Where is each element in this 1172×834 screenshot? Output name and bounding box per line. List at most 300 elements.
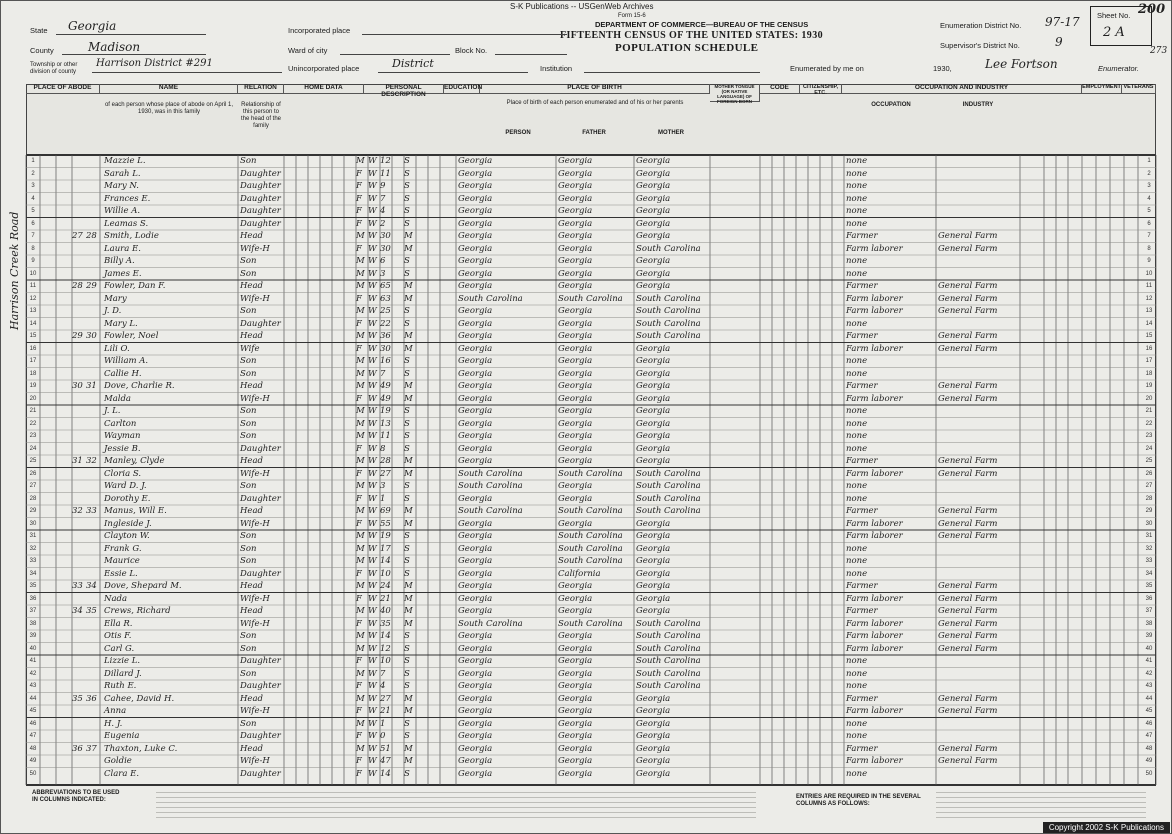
block-label: Block No. — [455, 46, 488, 55]
cell-p: Georgia — [458, 206, 493, 216]
table-row — [26, 705, 1156, 718]
population-grid — [26, 155, 1156, 785]
state-label: State — [30, 26, 48, 35]
cell-fam — [86, 343, 100, 355]
cell-name: Dove, Shepard M. — [104, 581, 182, 591]
cell-name: Ella R. — [104, 618, 133, 629]
cell-n: 9 — [31, 258, 35, 264]
cell-f: Georgia — [558, 443, 593, 454]
cell-ind: General Farm — [938, 693, 998, 704]
cell-m: South Carolina — [636, 618, 701, 629]
cell-p: South Carolina — [458, 293, 523, 304]
cell-name: Dove, Charlie R. — [104, 381, 175, 391]
cell-race: W — [368, 643, 377, 654]
cell-race: W — [368, 468, 377, 479]
note-name: of each person whose place of abode on April 1, 1930, was in this family — [104, 102, 234, 115]
cell-race: W — [368, 356, 377, 366]
cell-rel: Head — [240, 693, 263, 704]
cell-n: 25 — [29, 458, 37, 464]
cell-n: 35 — [29, 583, 37, 589]
cell-dw — [72, 680, 86, 692]
cell-f: South Carolina — [558, 506, 623, 516]
table-row — [26, 343, 1156, 356]
cell-sex: F — [356, 243, 362, 254]
cell-f: South Carolina — [558, 293, 623, 304]
cell-ind — [938, 318, 1018, 330]
cell-p: Georgia — [458, 343, 493, 354]
cell-occ: Farmer — [846, 281, 878, 291]
cell-f: Georgia — [558, 356, 593, 366]
cell-f: Georgia — [558, 156, 593, 166]
cell-race: W — [368, 331, 377, 341]
cell-n-right: 46 — [1145, 720, 1153, 727]
cell-rel: Daughter — [240, 193, 281, 204]
cell-m: Georgia — [636, 368, 671, 379]
township-label: Township or other division of county — [30, 62, 78, 75]
cell-race: W — [368, 368, 377, 379]
cell-fam — [86, 405, 100, 417]
cell-m: Georgia — [636, 418, 671, 429]
cell-name: Mazzie L. — [104, 156, 146, 166]
cell-fam — [86, 430, 100, 442]
table-row — [26, 643, 1156, 656]
cell-mar: S — [404, 656, 410, 666]
cell-sex: F — [356, 756, 362, 766]
cell-fam: 30 — [86, 331, 97, 341]
cell-fam — [86, 705, 100, 717]
cell-f: South Carolina — [558, 468, 623, 479]
cell-occ: Farm laborer — [846, 756, 903, 766]
cell-sex: M — [356, 368, 365, 379]
cell-n-right: 33 — [1145, 558, 1153, 564]
cell-ind: General Farm — [938, 293, 998, 304]
cell-sex: M — [356, 231, 365, 241]
cell-name: Ingleside J. — [104, 518, 152, 529]
cell-occ: none — [846, 368, 868, 379]
cell-fam: 32 — [86, 456, 97, 466]
table-row — [26, 168, 1156, 181]
cell-f: Georgia — [558, 218, 593, 229]
cell-n: 14 — [29, 320, 37, 327]
cell-sex: M — [356, 506, 365, 516]
cell-p: Georgia — [458, 243, 493, 254]
cell-n-right: 36 — [1145, 595, 1153, 602]
cell-f: Georgia — [558, 718, 593, 729]
cell-age: 14 — [380, 768, 391, 779]
cell-mar: S — [404, 156, 410, 166]
cell-p: Georgia — [458, 306, 493, 316]
cell-m: Georgia — [636, 731, 671, 741]
cell-f: Georgia — [558, 756, 593, 766]
cell-name: Thaxton, Luke C. — [104, 743, 178, 754]
cell-occ: none — [846, 193, 868, 204]
cell-mar: S — [404, 718, 410, 729]
cell-ind — [938, 155, 1018, 167]
table-row — [26, 418, 1156, 431]
cell-p: Georgia — [458, 368, 493, 379]
cell-age: 14 — [380, 631, 391, 641]
enumeration-district-value: 97-17 — [1045, 15, 1080, 29]
cell-occ: none — [846, 668, 868, 679]
group-relation: RELATION — [238, 84, 284, 94]
supervisor-value: 9 — [1055, 35, 1063, 49]
cell-n-right: 20 — [1145, 395, 1153, 402]
cell-mar: S — [404, 218, 410, 229]
cell-rel: Head — [240, 606, 263, 616]
cell-sex: M — [356, 606, 365, 616]
cell-name: Essie L. — [104, 568, 138, 579]
unincorporated-line — [378, 72, 528, 73]
cell-m: Georgia — [636, 756, 671, 766]
cell-sex: F — [356, 493, 362, 504]
cell-m: South Carolina — [636, 293, 701, 304]
table-row — [26, 305, 1156, 318]
cell-f: South Carolina — [558, 543, 623, 554]
state-line — [56, 34, 206, 35]
cell-fam — [86, 655, 100, 667]
abbreviations-title: ABBREVIATIONS TO BE USED IN COLUMNS INDICATED: — [32, 790, 120, 803]
cell-m: Georgia — [636, 218, 671, 229]
cell-mar: S — [404, 193, 410, 204]
cell-m: Georgia — [636, 606, 671, 616]
cell-rel: Son — [240, 368, 257, 379]
cell-m: South Carolina — [636, 243, 701, 254]
cell-rel: Son — [240, 306, 257, 316]
enumerated-label: Enumerated by me on — [790, 64, 864, 73]
cell-occ: none — [846, 718, 868, 729]
cell-m: Georgia — [636, 693, 671, 704]
cell-m: South Carolina — [636, 318, 701, 329]
cell-fam: 28 — [86, 231, 97, 241]
table-row — [26, 743, 1156, 756]
group-citizenship: CITIZENSHIP, ETC. — [800, 84, 842, 94]
cell-rel: Son — [240, 556, 257, 566]
cell-n: 22 — [29, 420, 37, 427]
cell-name: Leamas S. — [104, 218, 149, 229]
cell-occ: none — [846, 168, 868, 179]
cell-m: Georgia — [636, 206, 671, 216]
cell-mar: S — [404, 368, 410, 379]
cell-mar: M — [404, 693, 413, 704]
cell-sex: F — [356, 681, 362, 691]
cell-n-right: 27 — [1145, 483, 1153, 489]
cell-ind: General Farm — [938, 393, 998, 404]
cell-ind: General Farm — [938, 343, 998, 354]
cell-m: Georgia — [636, 193, 671, 204]
cell-race: W — [368, 706, 377, 716]
cell-n: 19 — [29, 383, 37, 389]
cell-n: 31 — [29, 533, 37, 539]
cell-race: W — [368, 531, 377, 541]
cell-rel: Daughter — [240, 656, 281, 666]
supervisor-label: Supervisor's District No. — [940, 41, 1020, 50]
cell-fam — [86, 568, 100, 580]
cell-m: Georgia — [636, 706, 671, 716]
cell-n: 8 — [31, 245, 35, 252]
cell-race: W — [368, 243, 377, 254]
cell-occ: none — [846, 206, 868, 216]
cell-occ: none — [846, 318, 868, 329]
cell-name: Mary N. — [104, 181, 139, 191]
cell-n: 20 — [29, 395, 37, 402]
cell-dw — [72, 168, 86, 180]
institution-label: Institution — [540, 64, 573, 73]
cell-dw — [72, 268, 86, 280]
cell-n-right: 31 — [1145, 533, 1153, 539]
cell-mar: M — [404, 581, 413, 591]
cell-occ: none — [846, 218, 868, 229]
cell-n: 11 — [29, 283, 37, 289]
cell-m: Georgia — [636, 456, 671, 466]
cell-age: 22 — [380, 318, 391, 329]
cell-occ: none — [846, 556, 868, 566]
cell-sex: M — [356, 718, 365, 729]
cell-n: 21 — [29, 408, 37, 414]
table-row — [26, 430, 1156, 443]
cell-fam: 35 — [86, 606, 97, 616]
cell-dw — [72, 518, 86, 530]
cell-age: 3 — [380, 268, 386, 279]
table-row — [26, 618, 1156, 631]
cell-f: Georgia — [558, 368, 593, 379]
cell-m: Georgia — [636, 568, 671, 579]
cell-n: 15 — [29, 333, 37, 339]
cell-occ: none — [846, 681, 868, 691]
cell-mar: M — [404, 281, 413, 291]
cell-occ: none — [846, 731, 868, 741]
cell-dw — [72, 755, 86, 767]
cell-m: South Carolina — [636, 331, 701, 341]
cell-mar: S — [404, 356, 410, 366]
cell-name: Smith, Lodie — [104, 231, 159, 241]
cell-ind: General Farm — [938, 381, 998, 391]
cell-n: 43 — [29, 683, 37, 689]
cell-occ: none — [846, 493, 868, 504]
cell-fam — [86, 593, 100, 605]
cell-n-right: 19 — [1145, 383, 1153, 389]
cell-dw — [72, 243, 86, 255]
cell-sex: F — [356, 468, 362, 479]
table-row — [26, 630, 1156, 643]
cell-n-right: 28 — [1145, 495, 1153, 502]
cell-race: W — [368, 168, 377, 179]
cell-dw — [72, 630, 86, 642]
cell-race: W — [368, 731, 377, 741]
cell-p: Georgia — [458, 756, 493, 766]
cell-m: Georgia — [636, 431, 671, 441]
cell-sex: M — [356, 356, 365, 366]
cell-rel: Son — [240, 356, 257, 366]
cell-mar: S — [404, 668, 410, 679]
cell-name: Carlton — [104, 418, 137, 429]
cell-fam — [86, 718, 100, 730]
cell-occ: none — [846, 543, 868, 554]
cell-fam — [86, 543, 100, 555]
cell-name: Otis F. — [104, 631, 132, 641]
group-education: EDUCATION — [444, 84, 480, 94]
cell-p: Georgia — [458, 556, 493, 566]
cell-sex: F — [356, 393, 362, 404]
cell-p: Georgia — [458, 656, 493, 666]
cell-n: 27 — [29, 483, 37, 489]
cell-age: 25 — [380, 306, 391, 316]
cell-mar: S — [404, 681, 410, 691]
cell-fam — [86, 468, 100, 480]
cell-n: 32 — [29, 545, 37, 552]
cell-m: Georgia — [636, 356, 671, 366]
cell-sex: F — [356, 706, 362, 716]
cell-mar: M — [404, 618, 413, 629]
cell-rel: Wife-H — [240, 706, 270, 716]
cell-fam — [86, 530, 100, 542]
cell-occ: none — [846, 268, 868, 279]
cell-mar: M — [404, 743, 413, 754]
cell-name: Goldie — [104, 756, 132, 766]
cell-name: Clayton W. — [104, 531, 150, 541]
schedule-title: POPULATION SCHEDULE — [615, 42, 759, 54]
cell-mar: S — [404, 406, 410, 416]
cell-race: W — [368, 681, 377, 691]
cell-name: Dillard J. — [104, 668, 142, 679]
cell-ind: General Farm — [938, 743, 998, 754]
cell-dw — [72, 543, 86, 555]
cell-name: William A. — [104, 356, 149, 366]
table-row — [26, 205, 1156, 218]
cell-dw: 27 — [72, 231, 83, 241]
group-name: NAME — [100, 84, 238, 94]
cell-rel: Son — [240, 268, 257, 279]
cell-n-right: 32 — [1145, 545, 1153, 552]
cell-f: Georgia — [558, 231, 593, 241]
cell-occ: none — [846, 356, 868, 366]
cell-dw — [72, 355, 86, 367]
cell-rel: Son — [240, 718, 257, 729]
cell-mar: M — [404, 468, 413, 479]
cell-f: Georgia — [558, 243, 593, 254]
sheet-value: 2 A — [1103, 25, 1125, 40]
cell-mar: S — [404, 643, 410, 654]
cell-rel: Head — [240, 281, 263, 291]
cell-fam — [86, 393, 100, 405]
cell-f: Georgia — [558, 631, 593, 641]
cell-occ: Farm laborer — [846, 643, 903, 654]
cell-age: 4 — [380, 206, 386, 216]
cell-ind — [938, 355, 1018, 367]
cell-sex: F — [356, 768, 362, 779]
cell-sex: M — [356, 531, 365, 541]
cell-race: W — [368, 556, 377, 566]
cell-rel: Daughter — [240, 493, 281, 504]
cell-n-right: 16 — [1145, 345, 1153, 352]
cell-ind — [938, 168, 1018, 180]
cell-n-right: 49 — [1145, 758, 1153, 764]
cell-n-right: 40 — [1145, 645, 1153, 652]
cell-age: 4 — [380, 681, 386, 691]
cell-sex: F — [356, 318, 362, 329]
cell-rel: Son — [240, 543, 257, 554]
cell-rel: Daughter — [240, 731, 281, 741]
cell-age: 19 — [380, 531, 391, 541]
cell-mar: M — [404, 506, 413, 516]
cell-fam — [86, 518, 100, 530]
cell-ind — [938, 730, 1018, 742]
cell-occ: Farmer — [846, 331, 878, 341]
cell-race: W — [368, 156, 377, 166]
cell-fam — [86, 268, 100, 280]
cell-name: Cahee, David H. — [104, 693, 175, 704]
cell-n-right: 1 — [1147, 158, 1151, 164]
side-number: 273 — [1150, 46, 1168, 56]
cell-f: Georgia — [558, 168, 593, 179]
cell-f: Georgia — [558, 743, 593, 754]
cell-name: Willie A. — [104, 206, 141, 216]
table-row — [26, 268, 1156, 281]
cell-age: 36 — [380, 331, 391, 341]
cell-f: Georgia — [558, 281, 593, 291]
cell-sex: M — [356, 406, 365, 416]
cell-mar: M — [404, 343, 413, 354]
cell-n-right: 3 — [1147, 183, 1151, 189]
cell-f: Georgia — [558, 431, 593, 441]
cell-p: Georgia — [458, 631, 493, 641]
table-row — [26, 380, 1156, 393]
cell-n-right: 2 — [1147, 170, 1151, 177]
cell-age: 7 — [380, 368, 386, 379]
cell-age: 63 — [380, 293, 391, 304]
table-row — [26, 218, 1156, 231]
cell-age: 13 — [380, 418, 391, 429]
cell-n: 17 — [29, 358, 37, 364]
cell-ind: General Farm — [938, 518, 998, 529]
cell-p: Georgia — [458, 406, 493, 416]
cell-dw — [72, 643, 86, 655]
cell-p: South Carolina — [458, 468, 523, 479]
cell-race: W — [368, 306, 377, 316]
cell-p: Georgia — [458, 693, 493, 704]
cell-dw — [72, 555, 86, 567]
group-code: CODE — [760, 84, 800, 94]
cell-mar: S — [404, 181, 410, 191]
cell-n-right: 17 — [1145, 358, 1153, 364]
cell-dw — [72, 218, 86, 230]
cell-f: Georgia — [558, 493, 593, 504]
cell-name: James E. — [104, 268, 142, 279]
cell-ind: General Farm — [938, 456, 998, 466]
cell-ind: General Farm — [938, 531, 998, 541]
cell-fam: 31 — [86, 381, 97, 391]
cell-n-right: 12 — [1145, 295, 1153, 302]
cell-age: 21 — [380, 593, 391, 604]
cell-age: 12 — [380, 643, 391, 654]
cell-dw — [72, 205, 86, 217]
cell-occ: Farm laborer — [846, 393, 903, 404]
group-place-of-birth: PLACE OF BIRTH — [480, 84, 710, 94]
cell-dw — [72, 618, 86, 630]
cell-mar: M — [404, 243, 413, 254]
cell-race: W — [368, 493, 377, 504]
cell-f: Georgia — [558, 381, 593, 391]
note-relation: Relationship of this person to the head of the family — [240, 102, 282, 129]
cell-dw — [72, 593, 86, 605]
cell-age: 19 — [380, 406, 391, 416]
cell-mar: S — [404, 431, 410, 441]
cell-dw — [72, 405, 86, 417]
cell-sex: M — [356, 156, 365, 166]
cell-dw — [72, 343, 86, 355]
enumeration-district-label: Enumeration District No. — [940, 21, 1022, 30]
cell-fam — [86, 255, 100, 267]
cell-m: Georgia — [636, 768, 671, 779]
